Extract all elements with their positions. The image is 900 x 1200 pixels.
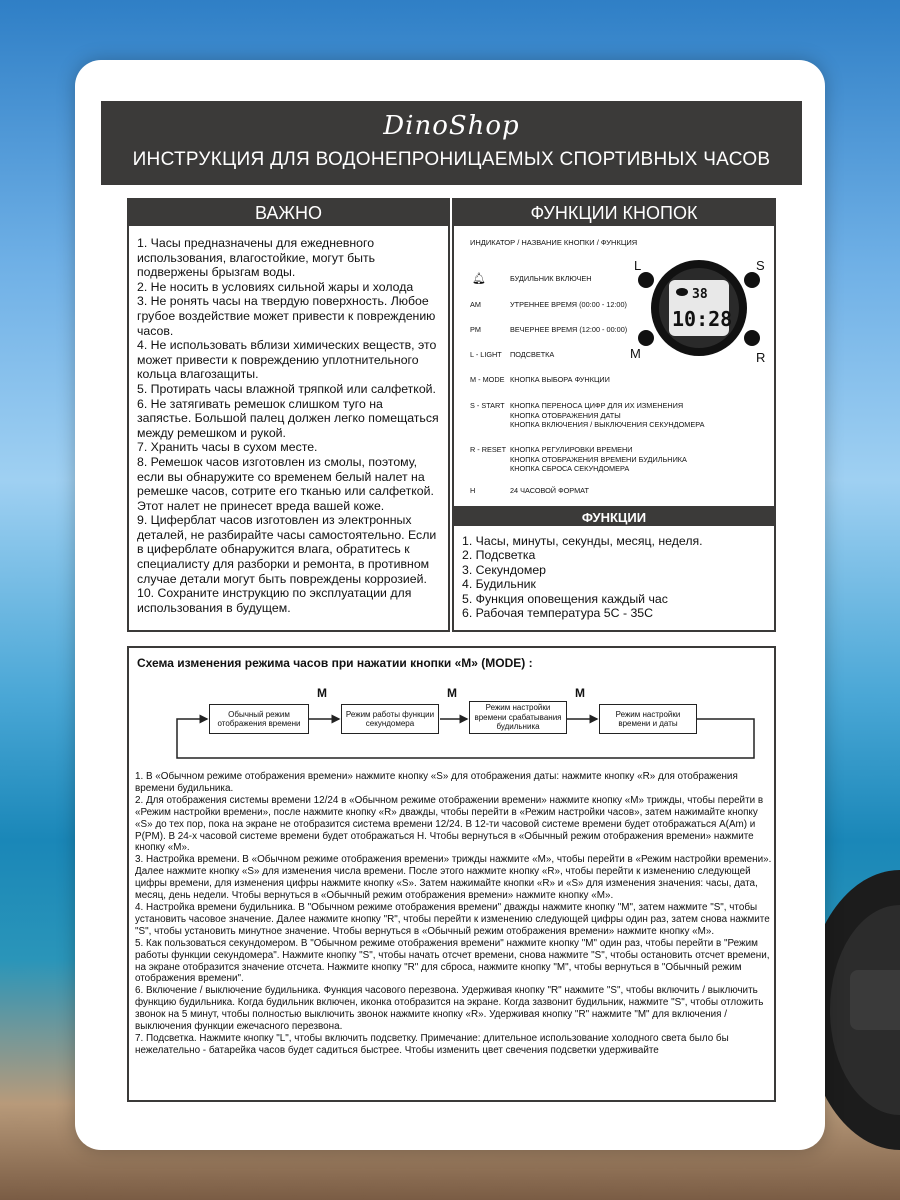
scheme-title: Схема изменения режима часов при нажатии кнопки «М» (MODE) : <box>137 656 533 670</box>
label-s: S <box>756 258 765 273</box>
functions-list <box>454 526 774 620</box>
brand-logo: DinoShop <box>383 111 520 141</box>
mode-scheme-panel <box>127 646 776 1102</box>
mode-box-alarm-setting: Режим настройки времени срабатывания будильника <box>469 701 567 734</box>
label-m: M <box>630 346 641 361</box>
list-item: 3. Секундомер <box>462 562 546 577</box>
list-item: 8. Ремешок часов изготовлен из смолы, поэтому, если вы обнаружите со временем белый налет на ремешке часов, сотрите его тканью или салфеткой. Этот налет не принесет вреда вашей коже. <box>137 454 434 513</box>
instruction-paragraph: 7. Подсветка. Нажмите кнопку "L", чтобы включить подсветку. Примечание: длительное использование холодного света было бы нежелательно - батарейка часов будет садиться быстрее. Чтобы изменить цвет свечения подсветки удерживайте <box>135 1032 729 1056</box>
instruction-paragraph: 4. Настройка времени будильника. В "Обычном режиме отображения времени" дважды нажмите кнопку "М", затем нажмите "S", чтобы установить часовое значение. Далее нажмите кнопку "R", чтобы перейти к изменению следующей цифры один раз, затем снова нажмите "S", чтобы установить минутное значение. Чтобы вернуться в «Обычный режим отображения времени» нажмите кнопку «М». <box>135 901 770 937</box>
watch-top-digits: 38 <box>692 287 708 302</box>
mode-box-stopwatch: Режим работы функции секундомера <box>341 704 439 734</box>
mode-instructions <box>135 771 773 1057</box>
page-title: ИНСТРУКЦИЯ ДЛЯ ВОДОНЕПРОНИЦАЕМЫХ СПОРТИВНЫХ ЧАСОВ <box>132 149 771 170</box>
list-item: 6. Рабочая температура 5С - 35С <box>462 606 654 621</box>
list-item: 3. Не ронять часы на твердую поверхность. Любое грубое воздействие может привести к повреждению часов. <box>137 294 436 338</box>
header-banner <box>101 101 802 185</box>
list-item: 5. Функция оповещения каждый час <box>462 591 668 606</box>
important-list <box>129 226 448 615</box>
list-item: 9. Циферблат часов изготовлен из электронных деталей, не разбирайте часы самостоятельно. Если в циферблате обнаружится влага, обратитесь к специалисту для разборки и ремонта, в противном случае детали могут быть повреждены коррозией. <box>137 513 437 586</box>
instruction-paragraph: 2. Для отображения системы времени 12/24 в «Обычном режиме отображении времени» нажмите кнопку «М» трижды, чтобы перейти в «Режим настройки времени», после нажмите кнопку «R» дважды, чтобы перейти в «Режим настройки часов», затем нажимайте кнопку «S» до тех пор, пока на экране не отобразится система времени 12/24. В 12-ти часовой системе времени будет отображаться A(Am) и P(PM). В 24-х часовой системе времени будет отображаться Н. Чтобы вернуться в «Обычный режим отображения времени» нажмите кнопку «М». <box>135 794 764 854</box>
list-item: 2. Не носить в условиях сильной жары и холода <box>137 279 414 294</box>
list-item: 1. Часы, минуты, секунды, месяц, неделя. <box>462 534 703 548</box>
m-label: M <box>317 686 327 700</box>
button-row: R - RESET КНОПКА РЕГУЛИРОВКИ ВРЕМЕНИ КНОПКА ОТОБРАЖЕНИЯ ВРЕМЕНИ БУДИЛЬНИКА КНОПКА СБРОСА СЕКУНДОМЕРА <box>470 445 687 473</box>
list-item: 6. Не затягивать ремешок слишком туго на запястье. Большой палец должен легко помещаться между ремешком и рукой. <box>137 396 439 440</box>
instruction-paragraph: 1. В «Обычном режиме отображения времени» нажмите кнопку «S» для отображения даты: нажмите кнопку «R» для отображения времени будильника. <box>135 771 738 794</box>
button-row: M - MODE КНОПКА ВЫБОРА ФУНКЦИИ <box>470 375 610 384</box>
list-item: 7. Хранить часы в сухом месте. <box>137 440 318 455</box>
button-functions-heading: ФУНКЦИИ КНОПОК <box>454 200 774 226</box>
important-heading: ВАЖНО <box>129 200 448 226</box>
mode-box-time-date-setting: Режим настройки времени и даты <box>599 704 697 734</box>
button-row: AM УТРЕННЕЕ ВРЕМЯ (00:00 - 12:00) <box>470 300 627 309</box>
button-row: L - LIGHT ПОДСВЕТКА <box>470 350 555 359</box>
button-row: БУДИЛЬНИК ВКЛЮЧЕН <box>510 274 592 283</box>
list-item: 4. Не использовать вблизи химических веществ, это может привести к повреждению уплотнительного кольца влагозащиты. <box>137 338 437 382</box>
list-item: 4. Будильник <box>462 577 536 592</box>
instruction-paragraph: 3. Настройка времени. В «Обычном режиме отображения времени» трижды нажмите «М», чтобы перейти в «Режим настройки времени». Далее нажмите кнопку «S» для изменения числа времени. После этого нажмите кнопку «R», чтобы перейти к изменению следующей цифры времени, для изменения цифры нажмите кнопку «S». Затем нажимайте кнопки «R» и «S» для изменения значения: часы, дата, месяц, день недели. Чтобы вернуться в «Обычный режим отображения времени» нажмите кнопку «М». <box>135 854 772 902</box>
button-row: PM ВЕЧЕРНЕЕ ВРЕМЯ (12:00 - 00:00) <box>470 325 628 334</box>
instruction-paragraph: 5. Как пользоваться секундомером. В "Обычном режиме отображения времени" нажмите кнопку "М" один раз, чтобы перейти в "Режим работы функции секундомера". Нажмите кнопку "S", чтобы начать отсчет времени, снова нажмите "S", чтобы остановить отсчет времени, на экране отобразится значение отсчета. Нажмите кнопку "R" для сброса, нажмите кнопку "М", чтобы вернуться в "Обычный режим отображения времени". <box>135 937 770 985</box>
list-item: 5. Протирать часы влажной тряпкой или салфеткой. <box>137 381 436 396</box>
mode-box-normal-time: Обычный режим отображения времени <box>209 704 309 734</box>
m-label: M <box>447 686 457 700</box>
functions-panel <box>452 508 776 632</box>
button-functions-panel <box>452 198 776 508</box>
label-l: L <box>634 258 642 273</box>
bell-icon: 🔔︎ <box>472 273 486 285</box>
watch-time-digits: 10:28 <box>672 307 733 331</box>
m-label: M <box>575 686 585 700</box>
important-panel <box>127 198 450 632</box>
label-r: R <box>756 350 766 365</box>
list-item: 2. Подсветка <box>462 548 536 563</box>
functions-heading: ФУНКЦИИ <box>454 510 774 526</box>
button-row: H 24 ЧАСОВОЙ ФОРМАТ <box>470 486 589 495</box>
list-item: 1. Часы предназначены для ежедневного использования, влагостойкие, могут быть подвержены брызгам воды. <box>137 236 376 280</box>
legend-caption: ИНДИКАТОР / НАЗВАНИЕ КНОПКИ / ФУНКЦИЯ <box>470 238 638 247</box>
watch-diagram <box>624 258 774 368</box>
instruction-paragraph: 6. Включение / выключение будильника. Функция часового перезвона. Удерживая кнопку "R" нажмите "S", чтобы включить / выключить функцию будильника. Когда будильник включен, иконка отобразится на экране. Когда зазвонит будильник, нажмите "S", чтобы отложить звонок на 5 минут, чтобы полностью выключить звонок нажмите кнопку «R». Удерживая кнопку "R" нажмите "М" для включения / выключения функции ежечасного перезвона. <box>135 985 764 1033</box>
button-row: S - START КНОПКА ПЕРЕНОСА ЦИФР ДЛЯ ИХ ИЗМЕНЕНИЯ КНОПКА ОТОБРАЖЕНИЯ ДАТЫ КНОПКА ВКЛЮЧЕНИЯ / ВЫКЛЮЧЕНИЯ СЕКУНДОМЕРА <box>470 401 705 429</box>
list-item: 10. Сохраните инструкцию по эксплуатации для использования в будущем. <box>137 586 412 615</box>
